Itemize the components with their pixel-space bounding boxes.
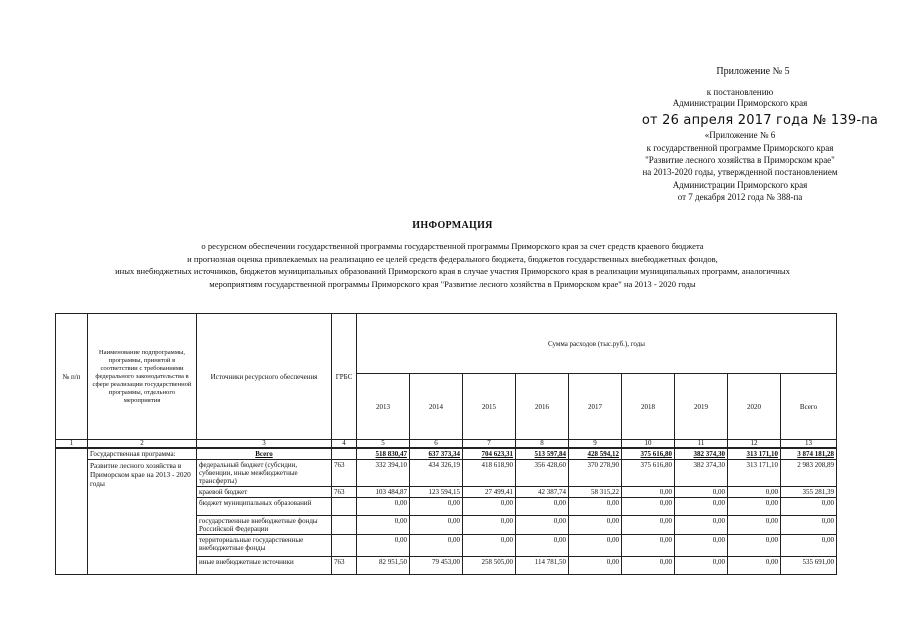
value-cell: 356 428,60 xyxy=(516,460,569,487)
document-title: ИНФОРМАЦИЯ xyxy=(412,220,493,231)
value-cell: 0,00 xyxy=(675,557,728,575)
year-2013: 2013 xyxy=(357,374,410,440)
value-cell: 82 951,50 xyxy=(357,557,410,575)
year-2017: 2017 xyxy=(569,374,622,440)
colnum: 12 xyxy=(728,440,781,449)
value-cell: 0,00 xyxy=(516,498,569,516)
colnum: 9 xyxy=(569,440,622,449)
grbs-cell xyxy=(332,535,357,557)
col-sum-header: Сумма расходов (тыс.руб.), годы xyxy=(357,314,837,374)
value-cell: 418 618,90 xyxy=(463,460,516,487)
value-cell: 382 374,30 xyxy=(675,460,728,487)
col-np-header: № п/п xyxy=(56,314,88,440)
value-cell: 0,00 xyxy=(622,498,675,516)
value-cell: 434 326,19 xyxy=(410,460,463,487)
source-cell: краевой бюджет xyxy=(197,487,332,498)
value-cell: 0,00 xyxy=(516,535,569,557)
administration2-line: Администрации Приморского края xyxy=(672,180,808,190)
value-cell: 0,00 xyxy=(781,498,837,516)
date-line: от 7 декабря 2012 года № 388-па xyxy=(677,192,803,202)
value-cell: 27 499,41 xyxy=(463,487,516,498)
colnum: 7 xyxy=(463,440,516,449)
value-cell: 0,00 xyxy=(410,516,463,535)
approved-line: на 2013-2020 годы, утвержденной постановлением xyxy=(642,167,838,177)
value-cell: 58 315,22 xyxy=(569,487,622,498)
value-cell: 370 278,90 xyxy=(569,460,622,487)
year-2015: 2015 xyxy=(463,374,516,440)
value-cell: 0,00 xyxy=(675,487,728,498)
program-label: Государственная программа: xyxy=(88,448,197,460)
value-cell: 704 623,31 xyxy=(463,448,516,460)
source-cell: Всего xyxy=(197,448,332,460)
value-cell: 375 616,80 xyxy=(622,448,675,460)
value-cell: 355 281,39 xyxy=(781,487,837,498)
value-cell: 0,00 xyxy=(569,516,622,535)
value-cell: 313 171,10 xyxy=(728,448,781,460)
colnum: 4 xyxy=(332,440,357,449)
intro-line-3: иных внебюджетных источников, бюджетов муниципальных образований Приморского края в случае участия Приморского края в реализации муниципальных программ, аналогичных xyxy=(115,266,790,276)
value-cell: 0,00 xyxy=(410,535,463,557)
value-cell: 313 171,10 xyxy=(728,460,781,487)
source-cell: бюджет муниципальных образований xyxy=(197,498,332,516)
colnum: 13 xyxy=(781,440,837,449)
value-cell: 0,00 xyxy=(569,557,622,575)
intro-line-4: мероприятиям государственной программы Приморского края "Развитие лесного хозяйства в Приморском крае" на 2013 - 2020 годы xyxy=(209,279,696,289)
appendix6-line: «Приложение № 6 xyxy=(704,130,776,140)
value-cell: 518 830,47 xyxy=(357,448,410,460)
colnum: 6 xyxy=(410,440,463,449)
year-2019: 2019 xyxy=(675,374,728,440)
value-cell: 3 874 181,28 xyxy=(781,448,837,460)
grbs-cell xyxy=(332,498,357,516)
value-cell: 382 374,30 xyxy=(675,448,728,460)
intro-line-2: и прогнозная оценка привлекаемых на реализацию ее целей средств федерального бюджета, бюджетов государственных внебюджетных фондов, xyxy=(187,254,718,264)
value-cell: 123 594,15 xyxy=(410,487,463,498)
value-cell: 0,00 xyxy=(357,516,410,535)
grbs-cell: 763 xyxy=(332,460,357,487)
value-cell: 0,00 xyxy=(728,535,781,557)
value-cell: 0,00 xyxy=(728,557,781,575)
value-cell: 0,00 xyxy=(728,516,781,535)
value-cell: 0,00 xyxy=(728,498,781,516)
resource-table xyxy=(55,313,837,575)
value-cell: 0,00 xyxy=(569,535,622,557)
year-total: Всего xyxy=(781,374,837,440)
value-cell: 0,00 xyxy=(781,516,837,535)
year-2020: 2020 xyxy=(728,374,781,440)
source-cell: федеральный бюджет (субсидии, субвенции, иные межбюджетные трансферты) xyxy=(197,460,332,487)
row-np-cell xyxy=(56,448,88,575)
value-cell: 2 983 208,89 xyxy=(781,460,837,487)
grbs-cell xyxy=(332,516,357,535)
resolution-line: к постановлению xyxy=(706,87,774,97)
value-cell: 0,00 xyxy=(410,498,463,516)
value-cell: 332 394,10 xyxy=(357,460,410,487)
colnum: 11 xyxy=(675,440,728,449)
value-cell: 0,00 xyxy=(357,498,410,516)
value-cell: 0,00 xyxy=(728,487,781,498)
value-cell: 0,00 xyxy=(463,498,516,516)
value-cell: 0,00 xyxy=(463,535,516,557)
value-cell: 637 373,34 xyxy=(410,448,463,460)
resolution-stamp: от 26 апреля 2017 года № 139-па xyxy=(641,113,879,128)
colnum: 3 xyxy=(197,440,332,449)
value-cell: 0,00 xyxy=(675,516,728,535)
value-cell: 0,00 xyxy=(622,487,675,498)
grbs-cell: 763 xyxy=(332,557,357,575)
value-cell: 0,00 xyxy=(781,535,837,557)
source-cell: территориальные государственные внебюджетные фонды xyxy=(197,535,332,557)
value-cell: 258 505,00 xyxy=(463,557,516,575)
colnum: 5 xyxy=(357,440,410,449)
value-cell: 513 597,84 xyxy=(516,448,569,460)
table-row xyxy=(56,448,837,460)
source-cell: иные внебюджетные источники xyxy=(197,557,332,575)
value-cell: 114 781,50 xyxy=(516,557,569,575)
value-cell: 375 616,80 xyxy=(622,460,675,487)
col-source-header: Источники ресурсного обеспечения xyxy=(197,314,332,440)
value-cell: 535 691,00 xyxy=(781,557,837,575)
grbs-cell: 763 xyxy=(332,487,357,498)
value-cell: 0,00 xyxy=(569,498,622,516)
value-cell: 103 484,87 xyxy=(357,487,410,498)
year-2018: 2018 xyxy=(622,374,675,440)
value-cell: 0,00 xyxy=(675,535,728,557)
col-grbs-header: ГРБС xyxy=(332,314,357,440)
table-row xyxy=(56,460,837,487)
value-cell: 0,00 xyxy=(622,516,675,535)
administration-line: Администрации Приморского края xyxy=(672,98,808,108)
colnum: 8 xyxy=(516,440,569,449)
col-name-header: Наименование подпрограммы, программы, принятой в соответствии с требованиями федерального законодательства в сфере реализации государственной программы, отдельного мероприятия xyxy=(88,314,197,440)
value-cell: 0,00 xyxy=(516,516,569,535)
value-cell: 79 453,00 xyxy=(410,557,463,575)
grbs-cell xyxy=(332,448,357,460)
source-cell: государственные внебюджетные фонды Российской Федерации xyxy=(197,516,332,535)
value-cell: 428 594,12 xyxy=(569,448,622,460)
colnum: 2 xyxy=(88,440,197,449)
appendix-label: Приложение № 5 xyxy=(716,66,790,77)
to-program-line: к государственной программе Приморского края xyxy=(646,143,834,153)
colnum: 10 xyxy=(622,440,675,449)
column-numbers-row xyxy=(56,440,837,449)
year-2016: 2016 xyxy=(516,374,569,440)
value-cell: 42 387,74 xyxy=(516,487,569,498)
value-cell: 0,00 xyxy=(357,535,410,557)
value-cell: 0,00 xyxy=(622,535,675,557)
program-name-line: "Развитие лесного хозяйства в Приморском крае" xyxy=(645,155,835,165)
year-2014: 2014 xyxy=(410,374,463,440)
value-cell: 0,00 xyxy=(622,557,675,575)
colnum: 1 xyxy=(56,440,88,449)
intro-line-1: о ресурсном обеспечении государственной программы государственной программы Приморского края за счет средств краевого бюджета xyxy=(201,241,704,251)
program-title: Развитие лесного хозяйства в Приморском крае на 2013 - 2020 годы xyxy=(88,460,197,575)
value-cell: 0,00 xyxy=(675,498,728,516)
value-cell: 0,00 xyxy=(463,516,516,535)
